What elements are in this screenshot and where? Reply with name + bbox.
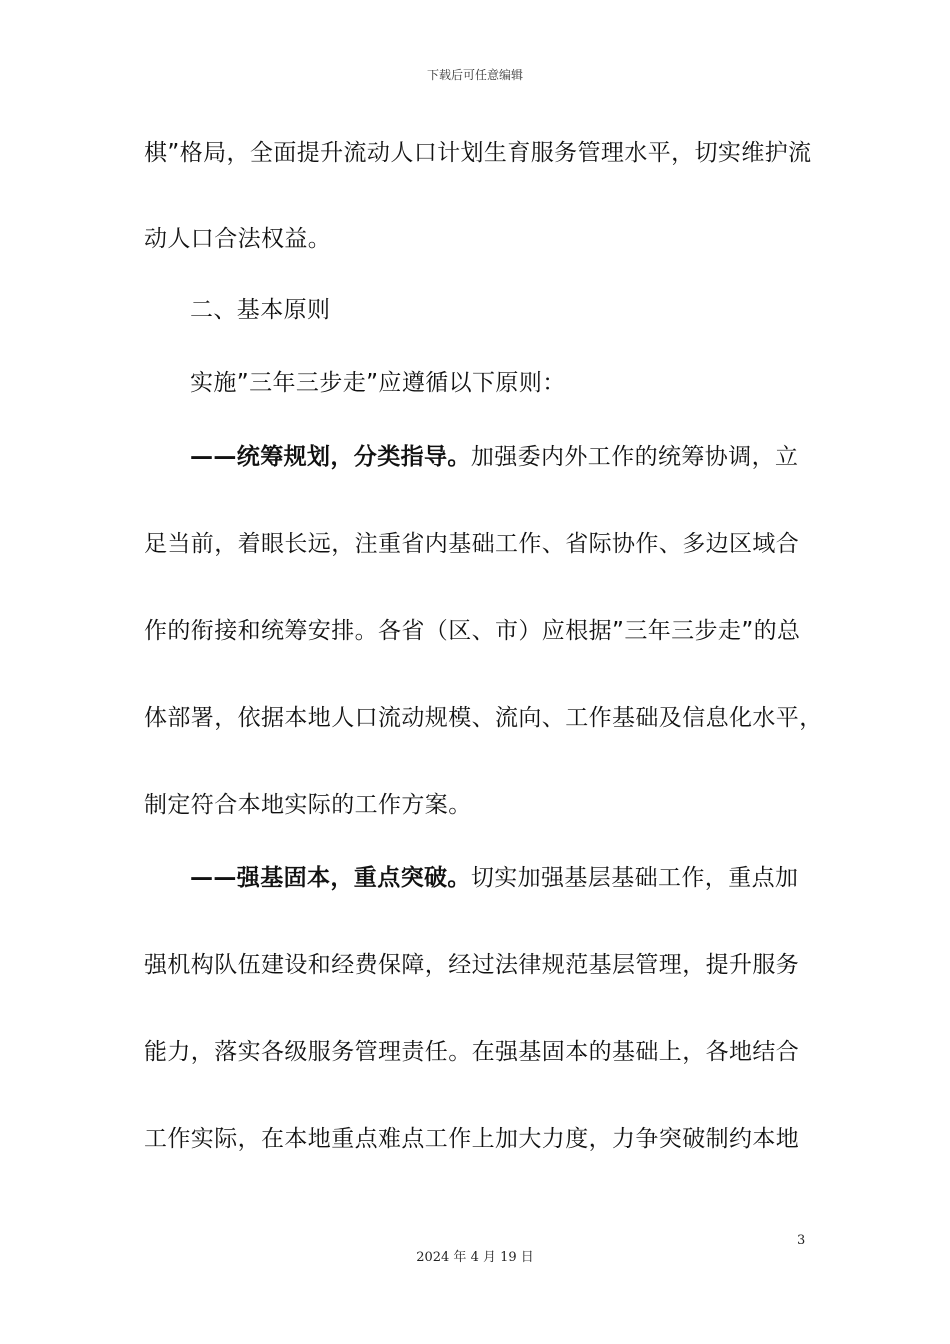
paragraph-line: 工作实际，在本地重点难点工作上加大力度，力争突破制约本地 [144,1126,800,1152]
principle-1-text: 加强委内外工作的统筹协调，立 [470,444,799,470]
page-number: 3 [797,1233,806,1248]
principle-2-first-line [190,863,798,893]
principle-1-first-line [190,442,798,472]
paragraph-line: 强机构队伍建设和经费保障，经过法律规范基层管理，提升服务 [144,952,800,978]
page-header: 下载后可任意编辑 [426,68,523,82]
intro-line: 实施”三年三步走”应遵循以下原则： [190,370,566,396]
paragraph-line: 制定符合本地实际的工作方案。 [144,792,472,818]
footer-date: 2024 年 4 月 19 日 [416,1250,534,1265]
principle-2-title: ——强基固本，重点突破。 [190,865,471,891]
principle-1-title: ——统筹规划，分类指导。 [190,444,471,470]
paragraph-line: 棋”格局，全面提升流动人口计划生育服务管理水平，切实维护流 [144,140,812,166]
section-heading: 二、基本原则 [190,297,331,323]
paragraph-line: 体部署，依据本地人口流动规模、流向、工作基础及信息化水平， [144,705,823,731]
paragraph-line: 动人口合法权益。 [144,226,332,252]
paragraph-line: 足当前，着眼长远，注重省内基础工作、省际协作、多边区域合 [144,531,800,557]
paragraph-line: 作的衔接和统筹安排。各省（区、市）应根据”三年三步走”的总 [144,618,801,644]
paragraph-line: 能力，落实各级服务管理责任。在强基固本的基础上，各地结合 [144,1039,800,1065]
principle-2-text: 切实加强基层基础工作，重点加 [470,865,799,891]
